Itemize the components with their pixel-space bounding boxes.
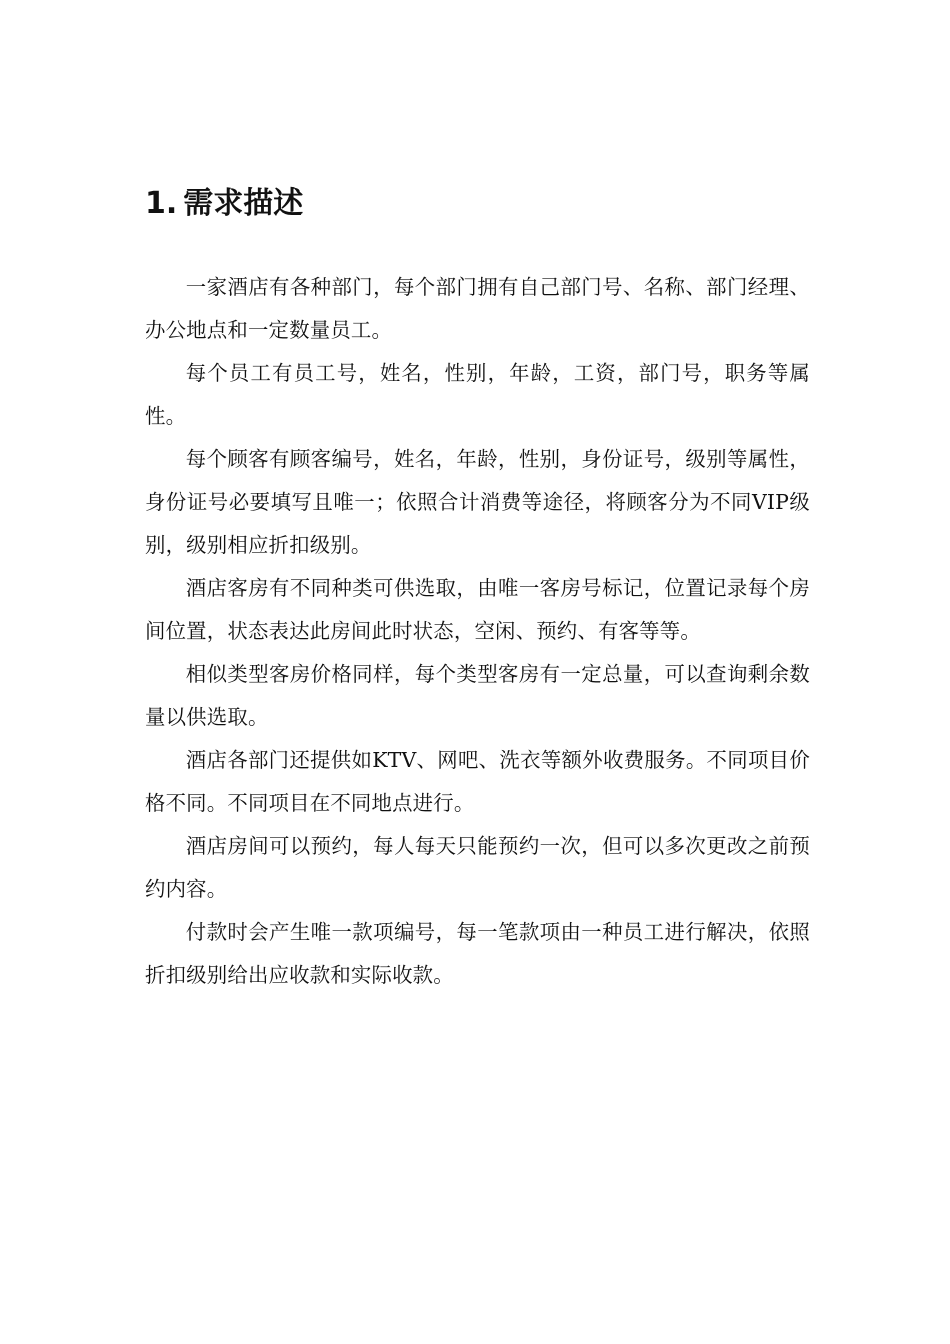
paragraph-reservations: 酒店房间可以预约，每人每天只能预约一次，但可以多次更改之前预约内容。 <box>145 834 810 901</box>
paragraph-extra-services: 酒店各部门还提供如KTV、网吧、洗衣等额外收费服务。不同项目价格不同。不同项目在不同地点进行。 <box>145 748 810 815</box>
paragraph-employees: 每个员工有员工号，姓名，性别，年龄，工资，部门号，职务等属性。 <box>145 361 810 428</box>
section-heading <box>145 180 810 228</box>
paragraph-payments: 付款时会产生唯一款项编号，每一笔款项由一种员工进行解决，依照折扣级别给出应收款和实际收款。 <box>145 920 810 987</box>
paragraph-departments: 一家酒店有各种部门，每个部门拥有自己部门号、名称、部门经理、办公地点和一定数量员工。 <box>145 275 810 342</box>
paragraph-room-pricing: 相似类型客房价格同样，每个类型客房有一定总量，可以查询剩余数量以供选取。 <box>145 662 810 729</box>
section-title: 需求描述 <box>183 186 304 221</box>
paragraph-rooms: 酒店客房有不同种类可供选取，由唯一客房号标记，位置记录每个房间位置，状态表达此房间此时状态，空闲、预约、有客等等。 <box>145 576 810 643</box>
section-number: 1. <box>145 186 178 221</box>
document-page <box>145 180 810 997</box>
paragraph-customers: 每个顾客有顾客编号，姓名，年龄，性别，身份证号，级别等属性，身份证号必要填写且唯一；依照合计消费等途径，将顾客分为不同VIP级别，级别相应折扣级别。 <box>145 447 810 557</box>
